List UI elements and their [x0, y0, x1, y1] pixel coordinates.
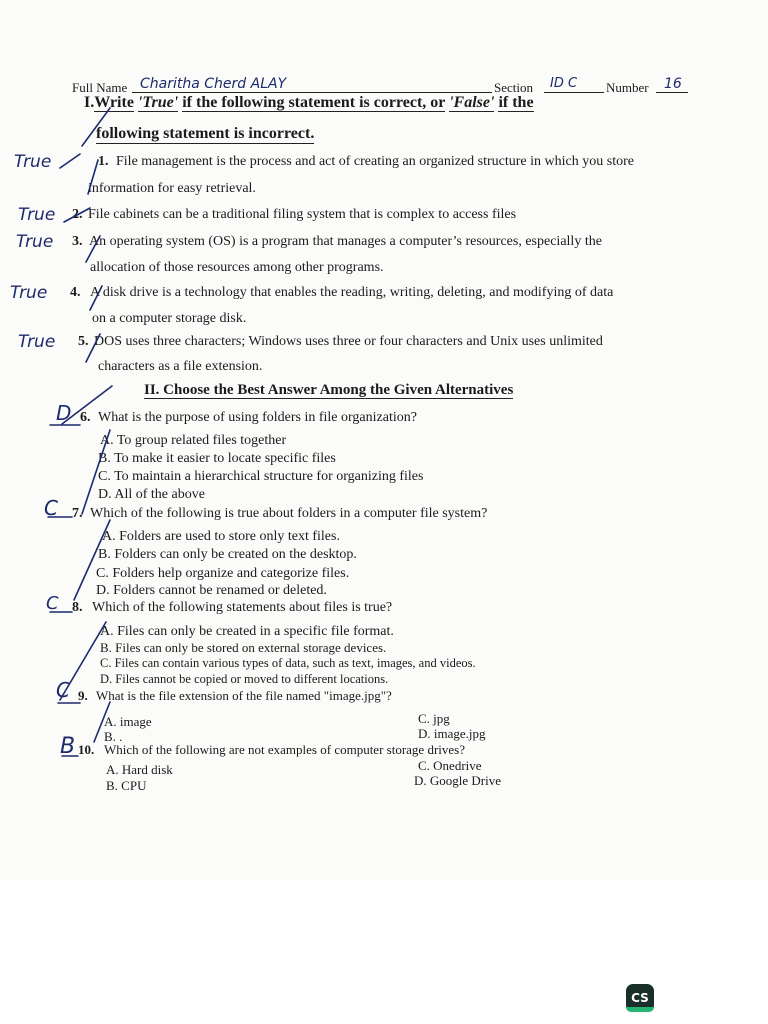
pen-stroke-8: [62, 386, 112, 424]
part1-heading-prefix: I.: [84, 94, 95, 111]
tf-answer-4: True: [10, 283, 48, 303]
tf-answer-1: True: [14, 152, 52, 172]
part1-heading-end: if the: [498, 94, 534, 111]
tf-text-3: An operating system (OS) is a program that manages a computer’s resources, especially the: [89, 234, 602, 249]
mc-number-10: 10.: [78, 742, 95, 757]
mc-7-option-d: D. Folders cannot be renamed or deleted.: [96, 583, 327, 598]
mc-9-option-a: A. image: [104, 714, 152, 729]
tf-number-5: 5.: [78, 334, 89, 349]
mc-9-option-d: D. image.jpg: [418, 726, 486, 741]
part1-heading-middle: if the following statement is correct, or: [182, 94, 446, 111]
tf-answer-2: True: [18, 205, 56, 225]
number-label: Number: [606, 80, 649, 95]
tf-text-1: File management is the process and act of creating an organized structure in which you store: [116, 154, 634, 169]
mc-number-9: 9.: [78, 688, 88, 703]
part1-heading-write: Write: [94, 94, 134, 111]
name-label: Full Name: [72, 80, 128, 95]
pen-stroke-4: [64, 208, 90, 222]
pen-stroke-12: [94, 702, 110, 742]
mc-10-option-a: A. Hard disk: [106, 762, 173, 777]
part1-heading-false: 'False': [449, 94, 495, 111]
section-value: ID C: [550, 76, 578, 91]
mc-6-option-a: A. To group related files together: [100, 433, 287, 448]
pen-stroke-3: [88, 160, 98, 194]
mc-10-option-c: C. Onedrive: [418, 758, 482, 773]
tf-text-4-cont: on a computer storage disk.: [92, 311, 247, 326]
number-value: 16: [664, 76, 682, 92]
tf-text-5: DOS uses three characters; Windows uses three or four characters and Unix uses unlimited: [94, 334, 603, 349]
mc-text-7: Which of the following is true about folders in a computer file system?: [90, 506, 488, 521]
mc-10-option-d: D. Google Drive: [414, 773, 502, 788]
mc-8-option-b: B. Files can only be stored on external storage devices.: [100, 640, 387, 655]
pen-stroke-6: [90, 286, 102, 310]
tf-text-4: A disk drive is a technology that enables the reading, writing, deleting, and modifying of data: [90, 285, 614, 300]
part1-heading-line2: following statement is incorrect.: [96, 125, 315, 142]
camscanner-logo: [626, 984, 654, 1012]
mc-answer-9: C: [56, 678, 70, 702]
mc-number-7: 7.: [72, 506, 83, 521]
mc-8-option-a: A. Files can only be created in a specific file format.: [100, 624, 394, 639]
section-label: Section: [494, 80, 533, 95]
tf-text-2: File cabinets can be a traditional filing system that is complex to access files: [88, 207, 517, 222]
mc-9-option-b: B. .: [104, 729, 123, 744]
pen-stroke-1: [82, 108, 110, 146]
tf-text-5-cont: characters as a file extension.: [98, 359, 263, 374]
mc-answer-6: D: [56, 401, 72, 425]
camscanner-logo-text: CS: [631, 991, 649, 1005]
mc-6-option-d: D. All of the above: [98, 487, 205, 502]
name-value: Charitha Cherd ALAY: [140, 76, 287, 92]
mc-answer-7: C: [44, 496, 58, 520]
mc-text-8: Which of the following statements about files is true?: [92, 600, 393, 615]
mc-8-option-d: D. Files cannot be copied or moved to different locations.: [100, 672, 389, 686]
pen-stroke-2: [60, 154, 80, 168]
tf-answer-3: True: [16, 232, 54, 252]
mc-7-option-b: B. Folders can only be created on the desktop.: [98, 547, 357, 562]
mc-10-option-b: B. CPU: [106, 778, 147, 793]
pen-stroke-7: [86, 334, 100, 362]
mc-number-8: 8.: [72, 600, 83, 615]
mc-text-9: What is the file extension of the file named "image.jpg"?: [96, 688, 392, 703]
tf-number-1: 1.: [98, 154, 109, 169]
mc-9-option-c: C. jpg: [418, 711, 450, 726]
mc-answer-8: C: [46, 593, 59, 614]
part1-heading-true: 'True': [137, 94, 179, 111]
mc-6-option-c: C. To maintain a hierarchical structure for organizing files: [98, 469, 424, 484]
mc-text-10: Which of the following are not examples of computer storage drives?: [104, 742, 465, 757]
mc-7-option-c: C. Folders help organize and categorize files.: [96, 566, 350, 581]
pen-stroke-10: [74, 520, 110, 600]
tf-answer-5: True: [18, 332, 56, 352]
mc-6-option-b: B. To make it easier to locate specific files: [98, 451, 336, 466]
tf-text-1-cont: information for easy retrieval.: [88, 181, 256, 196]
tf-number-4: 4.: [70, 285, 81, 300]
pen-stroke-5: [86, 236, 100, 262]
tf-number-3: 3.: [72, 234, 83, 249]
mc-8-option-c: C. Files can contain various types of data, such as text, images, and videos.: [100, 656, 476, 670]
tf-number-2: 2.: [72, 207, 83, 222]
pen-stroke-9: [82, 430, 110, 514]
mc-text-6: What is the purpose of using folders in file organization?: [98, 410, 417, 425]
mc-7-option-a: A. Folders are used to store only text files.: [102, 529, 340, 544]
pen-stroke-11: [60, 622, 106, 700]
mc-number-6: 6.: [80, 410, 91, 425]
part2-heading-text: II. Choose the Best Answer Among the Given Alternatives: [144, 382, 514, 398]
tf-text-3-cont: allocation of those resources among other programs.: [90, 260, 384, 275]
mc-answer-10: B: [60, 734, 76, 759]
